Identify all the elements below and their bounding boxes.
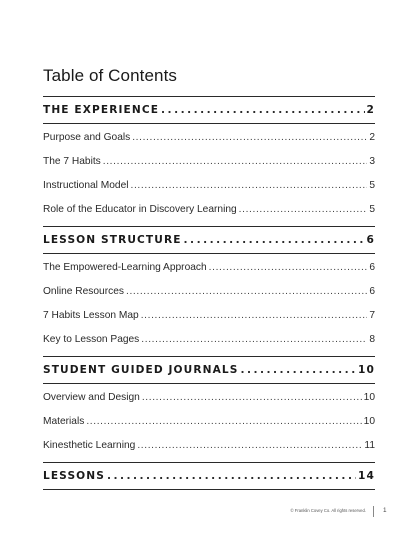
section-page-number: 2 [366, 104, 375, 116]
page-footer [0, 506, 416, 518]
section-page-number: 10 [358, 364, 375, 376]
toc-entry-label: Role of the Educator in Discovery Learning [43, 204, 237, 215]
toc-section-lessons [43, 462, 375, 490]
dot-leader [141, 306, 368, 326]
toc-entry-label: The Empowered-Learning Approach [43, 262, 207, 273]
toc-entry-page: 7 [369, 310, 375, 321]
toc-entry-page: 5 [369, 180, 375, 191]
toc-entry-label: 7 Habits Lesson Map [43, 310, 139, 321]
toc-entry-page: 2 [369, 132, 375, 143]
toc-entry-label: The 7 Habits [43, 156, 101, 167]
toc-entry[interactable] [43, 200, 375, 220]
toc-entry[interactable] [43, 282, 375, 302]
toc-entry-page: 11 [364, 440, 375, 451]
toc-section-heading[interactable] [43, 96, 375, 124]
toc-entry-page: 8 [369, 334, 375, 345]
toc-entry[interactable] [43, 306, 375, 326]
toc-entry-page: 10 [363, 416, 375, 427]
footer-divider [373, 506, 374, 517]
dot-leader [126, 282, 367, 302]
toc-section-the-experience [43, 96, 375, 220]
toc-entry[interactable] [43, 176, 375, 196]
toc-entry-label: Overview and Design [43, 392, 140, 403]
table-of-contents [43, 96, 375, 496]
dot-leader [240, 357, 356, 383]
dot-leader [161, 97, 364, 123]
dot-leader [137, 436, 362, 456]
toc-entry[interactable] [43, 436, 375, 456]
toc-section-heading[interactable] [43, 226, 375, 254]
dot-leader [209, 258, 368, 278]
section-page-number: 6 [366, 234, 375, 246]
toc-entry[interactable] [43, 330, 375, 350]
toc-entry-page: 10 [363, 392, 375, 403]
section-heading-label: STUDENT GUIDED JOURNALS [43, 364, 239, 376]
toc-section-student-guided-journals [43, 356, 375, 456]
dot-leader [141, 330, 367, 350]
dot-leader [132, 128, 367, 148]
toc-entry-label: Purpose and Goals [43, 132, 131, 143]
toc-entry-page: 6 [369, 262, 375, 273]
page-number: 1 [383, 507, 387, 514]
section-heading-label: THE EXPERIENCE [43, 104, 160, 116]
page-title: Table of Contents [43, 66, 178, 85]
section-page-number: 14 [358, 470, 375, 482]
dot-leader [142, 388, 362, 408]
toc-entry-label: Materials [43, 416, 85, 427]
toc-entry-page: 6 [369, 286, 375, 297]
toc-entry[interactable] [43, 412, 375, 432]
toc-entry[interactable] [43, 258, 375, 278]
toc-section-heading[interactable] [43, 356, 375, 384]
copyright-notice: © Franklin Covey Co. All rights reserved. [290, 508, 366, 513]
dot-leader [184, 227, 365, 253]
toc-entry-label: Instructional Model [43, 180, 129, 191]
toc-entry[interactable] [43, 388, 375, 408]
section-heading-label: LESSON STRUCTURE [43, 234, 182, 246]
dot-leader [103, 152, 368, 172]
toc-entry-page: 5 [369, 204, 375, 215]
dot-leader [107, 463, 356, 489]
toc-entry-label: Kinesthetic Learning [43, 440, 136, 451]
dot-leader [131, 176, 368, 196]
toc-entry[interactable] [43, 128, 375, 148]
toc-entry-label: Key to Lesson Pages [43, 334, 140, 345]
toc-entry[interactable] [43, 152, 375, 172]
toc-section-lesson-structure [43, 226, 375, 350]
dot-leader [239, 200, 368, 220]
toc-section-heading[interactable] [43, 462, 375, 490]
dot-leader [86, 412, 361, 432]
toc-entry-page: 3 [369, 156, 375, 167]
toc-entry-label: Online Resources [43, 286, 124, 297]
section-heading-label: LESSONS [43, 470, 105, 482]
